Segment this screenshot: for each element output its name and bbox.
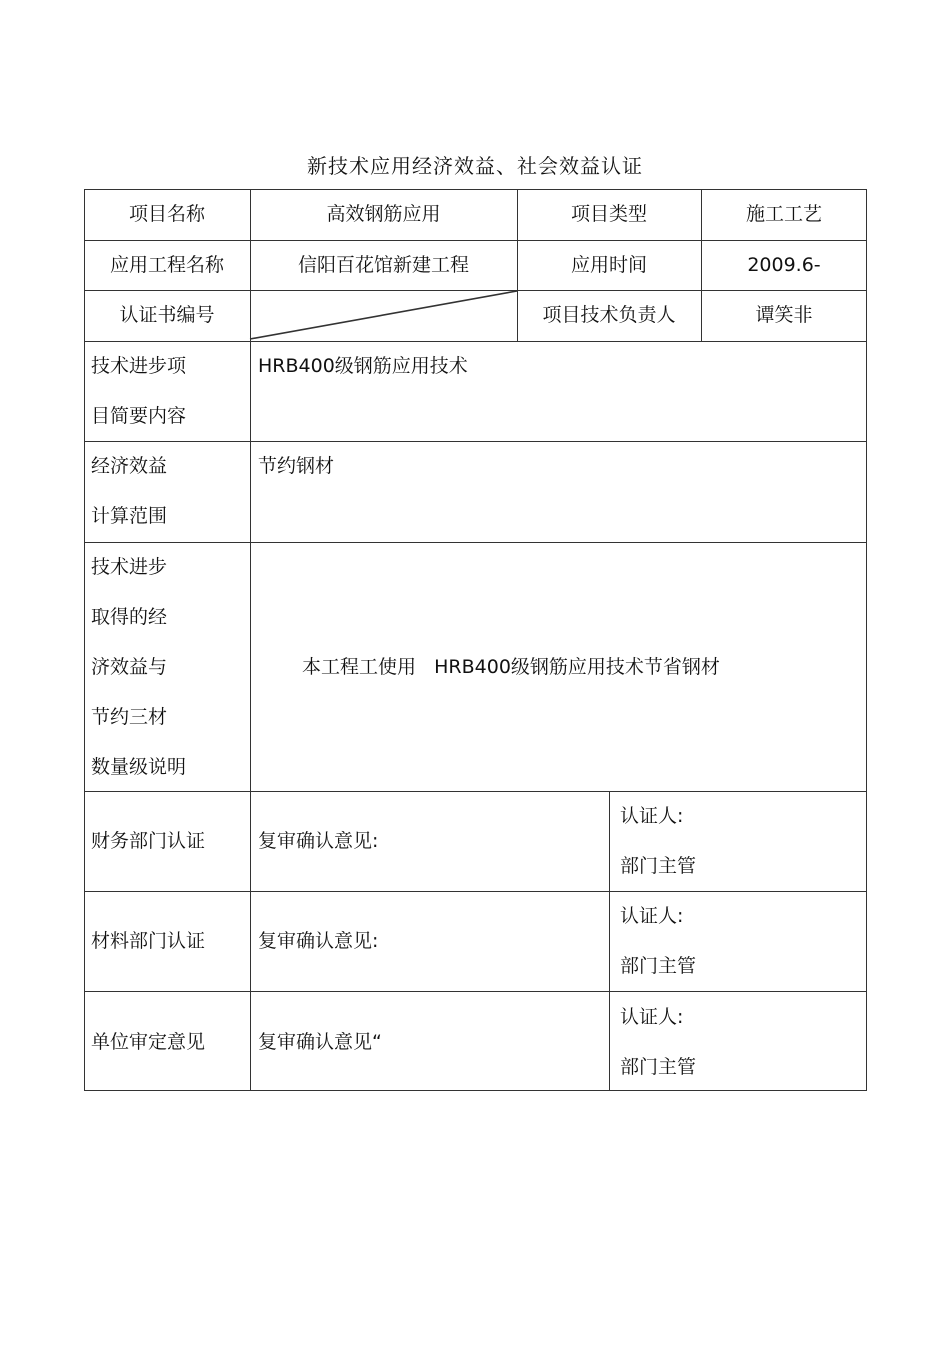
unit-signoff — [620, 992, 696, 1092]
material-opinion: 复审确认意见: — [258, 930, 379, 952]
document-title: 新技术应用经济效益、社会效益认证 — [307, 154, 643, 178]
unit-manager: 部门主管 — [620, 1056, 697, 1078]
project-type-label: 项目类型 — [570, 203, 647, 225]
finance-manager: 部门主管 — [620, 855, 697, 877]
technical-lead-label: 项目技术负责人 — [542, 304, 676, 326]
row-divider — [84, 891, 867, 892]
application-project-label: 应用工程名称 — [109, 254, 224, 276]
empty-cell-diagonal — [250, 290, 518, 342]
benefit-label-line: 技术进步 — [91, 556, 168, 578]
finance-signoff — [620, 791, 696, 891]
material-signoff — [620, 891, 696, 991]
scope-label-line: 计算范围 — [91, 505, 168, 527]
scope-label-line: 经济效益 — [91, 455, 168, 477]
unit-label: 单位审定意见 — [91, 1031, 206, 1053]
row-divider — [84, 441, 867, 442]
finance-label: 财务部门认证 — [91, 830, 206, 852]
technical-lead-value: 谭笑非 — [755, 304, 813, 326]
scope-label — [91, 441, 167, 541]
summary-label — [91, 341, 186, 441]
material-label: 材料部门认证 — [91, 930, 206, 952]
column-divider — [609, 791, 610, 1091]
benefit-label-line: 取得的经 — [91, 606, 168, 628]
benefit-label-line: 数量级说明 — [91, 756, 187, 778]
row-divider — [84, 240, 867, 241]
benefit-label-line: 节约三材 — [91, 706, 168, 728]
project-type-value: 施工工艺 — [745, 203, 822, 225]
finance-certifier: 认证人: — [620, 805, 684, 827]
benefit-label-line: 济效益与 — [91, 656, 168, 678]
summary-label-line: 目简要内容 — [91, 405, 187, 427]
row-divider — [84, 991, 867, 992]
summary-label-line: 技术进步项 — [91, 355, 187, 377]
unit-opinion: 复审确认意见“ — [258, 1031, 382, 1053]
application-time-value: 2009.6- — [747, 254, 821, 276]
project-name-label: 项目名称 — [128, 203, 205, 225]
summary-content: HRB400级钢筋应用技术 — [258, 355, 468, 377]
benefit-content: 本工程工使用 HRB400级钢筋应用技术节省钢材 — [302, 656, 720, 678]
benefit-label — [91, 542, 186, 792]
finance-opinion: 复审确认意见: — [258, 830, 379, 852]
certificate-number-label: 认证书编号 — [119, 304, 215, 326]
application-time-label: 应用时间 — [570, 254, 647, 276]
material-certifier: 认证人: — [620, 905, 684, 927]
row-divider — [84, 791, 867, 792]
application-project-value: 信阳百花馆新建工程 — [297, 254, 469, 276]
unit-certifier: 认证人: — [620, 1006, 684, 1028]
scope-content: 节约钢材 — [258, 455, 335, 477]
row-divider — [84, 542, 867, 543]
project-name-value: 高效钢筋应用 — [326, 203, 441, 225]
material-manager: 部门主管 — [620, 955, 697, 977]
